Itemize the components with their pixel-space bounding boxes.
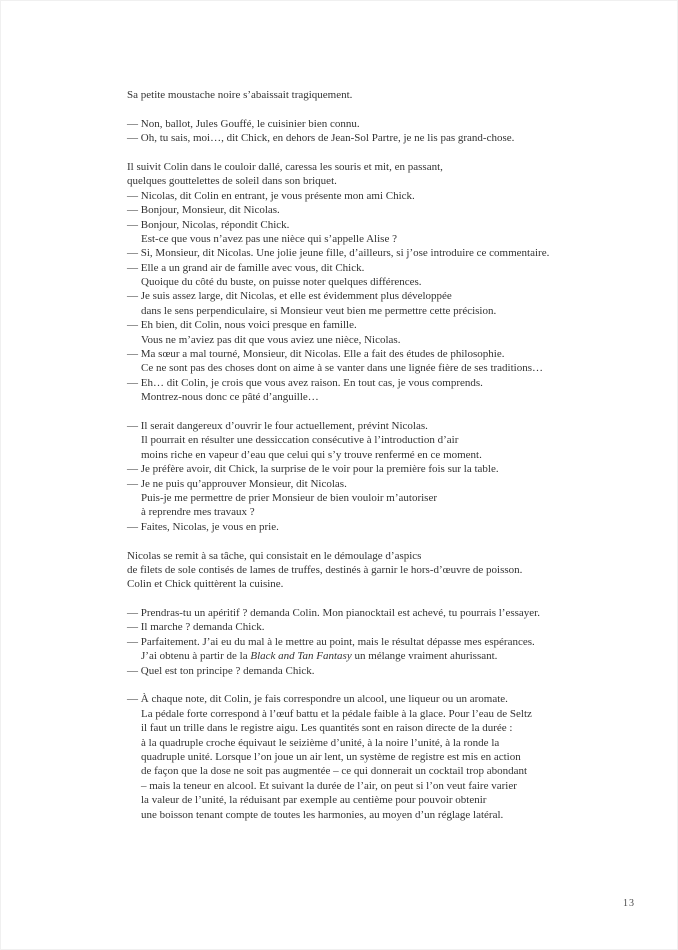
- text-line: Colin et Chick quittèrent la cuisine.: [127, 578, 284, 591]
- paragraph: [127, 419, 637, 534]
- text-line: — Je ne puis qu’approuver Monsieur, dit Nicolas.: [127, 477, 347, 490]
- text-line: — Je préfère avoir, dit Chick, la surprise de le voir pour la première fois sur la table.: [127, 463, 499, 476]
- page-number: 13: [623, 898, 635, 909]
- text-line: Il suivit Colin dans le couloir dallé, caressa les souris et mit, en passant,: [127, 160, 443, 173]
- text-line: il faut un trille dans le registre aigu. Les quantités sont en raison directe de la durée :: [141, 722, 513, 735]
- text-line: à la quadruple croche équivaut le seizième d’unité, à la noire l’unité, à la ronde la: [141, 736, 500, 749]
- text-line: — Eh… dit Colin, je crois que vous avez raison. En tout cas, je vous comprends.: [127, 376, 483, 389]
- text-line: moins riche en vapeur d’eau que celui qui s’y trouve renfermé en ce moment.: [141, 448, 482, 461]
- text-line: Vous ne m’aviez pas dit que vous aviez une nièce, Nicolas.: [141, 333, 401, 346]
- text-line: — Parfaitement. J’ai eu du mal à le mettre au point, mais le résultat dépasse mes espérances.: [127, 635, 535, 648]
- text-line: Est-ce que vous n’avez pas une nièce qui s’appelle Alise ?: [141, 232, 397, 245]
- text-line: — Non, ballot, Jules Gouffé, le cuisinier bien connu.: [127, 117, 360, 130]
- text-segment: un mélange vraiment ahurissant.: [351, 650, 498, 663]
- paragraph: [127, 606, 637, 678]
- text-line: — Quel est ton principe ? demanda Chick.: [127, 664, 315, 677]
- paragraph: [127, 117, 637, 146]
- text-line: — Eh bien, dit Colin, nous voici presque en famille.: [127, 319, 357, 332]
- paragraph: [127, 160, 637, 405]
- text-line: de façon que la dose ne soit pas augmentée – ce qui donnerait un cocktail trop abondant: [141, 765, 528, 778]
- paragraph: [127, 549, 637, 592]
- text-line: — Oh, tu sais, moi…, dit Chick, en dehors de Jean-Sol Partre, je ne lis pas grand-chose.: [127, 132, 515, 145]
- text-line: Puis-je me permettre de prier Monsieur de bien vouloir m’autoriser: [141, 491, 437, 504]
- text-line: — Faites, Nicolas, je vous en prie.: [127, 520, 279, 533]
- text-line: — Ma sœur a mal tourné, Monsieur, dit Nicolas. Elle a fait des études de philosophie.: [127, 348, 505, 361]
- paragraph: [127, 88, 637, 102]
- text-line: une boisson tenant compte de toutes les harmonies, au moyen d’un réglage latéral.: [141, 808, 504, 821]
- text-line: de filets de sole contisés de lames de truffes, destinés à garnir le hors-d’œuvre de poisson.: [127, 563, 523, 576]
- text-line: Ce ne sont pas des choses dont on aime à se vanter dans une lignée fière de ses traditions…: [141, 362, 543, 375]
- text-line: quelques gouttelettes de soleil dans son briquet.: [127, 175, 337, 188]
- text-line: — Il marche ? demanda Chick.: [127, 621, 265, 634]
- text-line: — Nicolas, dit Colin en entrant, je vous présente mon ami Chick.: [127, 189, 415, 202]
- text-line: — Si, Monsieur, dit Nicolas. Une jolie jeune fille, d’ailleurs, si j’ose introduire ce commentaire.: [127, 247, 550, 260]
- text-block: [127, 88, 637, 822]
- text-line: — Elle a un grand air de famille avec vous, dit Chick.: [127, 261, 365, 274]
- italic-text: Black and Tan Fantasy: [250, 650, 352, 663]
- text-line: la valeur de l’unité, la réduisant par exemple au centième pour pouvoir obtenir: [141, 794, 487, 807]
- text-line: — Je suis assez large, dit Nicolas, et elle est évidemment plus développée: [127, 290, 452, 303]
- text-line: – mais la teneur en alcool. Et suivant la durée de l’air, on peut si l’on veut faire varier: [141, 779, 517, 792]
- text-line: — Prendras-tu un apéritif ? demanda Colin. Mon pianocktail est achevé, tu pourrais l’essayer.: [127, 607, 540, 620]
- text-segment: J’ai obtenu à partir de la: [141, 650, 251, 663]
- text-line: dans le sens perpendiculaire, si Monsieur veut bien me permettre cette précision.: [141, 304, 497, 317]
- text-line: — À chaque note, dit Colin, je fais correspondre un alcool, une liqueur ou un aromate.: [127, 693, 508, 706]
- text-line: quadruple unité. Lorsque l’on joue un air lent, un système de registre est mis en action: [141, 750, 521, 763]
- text-line: à reprendre mes travaux ?: [141, 506, 255, 519]
- text-line: Montrez-nous donc ce pâté d’anguille…: [141, 391, 319, 404]
- text-line: — Bonjour, Nicolas, répondit Chick.: [127, 218, 290, 231]
- text-line: Il pourrait en résulter une dessiccation consécutive à l’introduction d’air: [141, 434, 459, 447]
- text-line: Nicolas se remit à sa tâche, qui consistait en le démoulage d’aspics: [127, 549, 422, 562]
- text-line: — Il serait dangereux d’ouvrir le four actuellement, prévint Nicolas.: [127, 419, 428, 432]
- text-line: Quoique du côté du buste, on puisse noter quelques différences.: [141, 276, 422, 289]
- text-line: [127, 649, 637, 663]
- text-line: Sa petite moustache noire s’abaissait tragiquement.: [127, 89, 353, 101]
- text-line: La pédale forte correspond à l’œuf battu et la pédale faible à la glace. Pour l’eau de Seltz: [141, 707, 532, 720]
- paragraph: [127, 692, 637, 822]
- text-line: — Bonjour, Monsieur, dit Nicolas.: [127, 204, 280, 217]
